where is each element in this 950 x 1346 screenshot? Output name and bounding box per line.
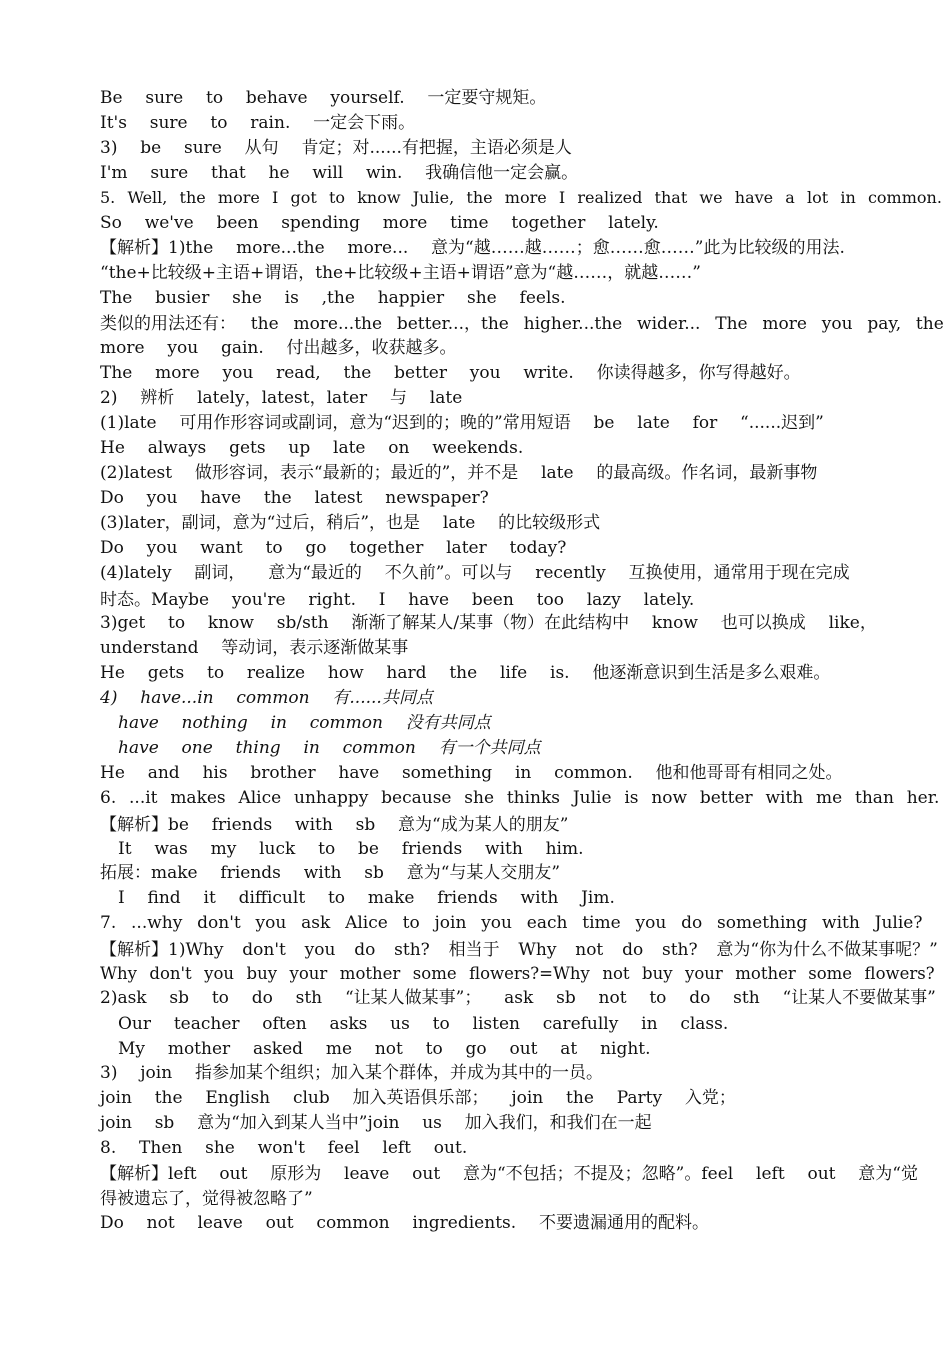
text-line: 3) be sure 从句 肯定；对......有把握，主语必须是人 <box>100 138 572 158</box>
text-line: The more you read, the better you write. 你读得越多，你写得越好。 <box>100 363 801 383</box>
text-line: Do you have the latest newspaper? <box>100 488 489 508</box>
text-line: 类似的用法还有： the more...the better...，the higher...the wider... The more you pay, the <box>100 314 944 334</box>
text-line: 2) 辨析 lately，latest，later 与 late <box>100 388 463 408</box>
text-line: 3)get to know sb/sth 渐渐了解某人/某事（物）在此结构中 know 也可以换成 like， <box>100 613 877 633</box>
text-line: I'm sure that he will win. 我确信他一定会赢。 <box>100 163 579 183</box>
text-line: 【解析】1)Why don't you do sth? 相当于 Why not do sth? 意为“你为什么不做某事呢？” <box>100 940 938 960</box>
text-line: Why don't you buy your mother some flowers?=Why not buy your mother some flowers? <box>100 964 935 983</box>
text-line: join sb 意为“加入到某人当中”join us 加入我们，和我们在一起 <box>100 1113 652 1133</box>
text-line: The busier she is ,the happier she feels. <box>100 288 566 308</box>
text-line: 得被遗忘了，觉得被忽略了” <box>100 1189 313 1209</box>
text-line: He and his brother have something in common. 他和他哥哥有相同之处。 <box>100 763 843 783</box>
text-line: understand 等动词，表示逐渐做某事 <box>100 638 409 658</box>
text-line: It's sure to rain. 一定会下雨。 <box>100 113 416 133</box>
text-line: So we've been spending more time together lately. <box>100 213 659 233</box>
text-line: 7. ...why don't you ask Alice to join you each time you do something with Julie? <box>100 913 923 933</box>
text-line: have one thing in common 有一个共同点 <box>118 738 541 758</box>
text-line: 拓展：make friends with sb 意为“与某人交朋友” <box>100 863 561 883</box>
text-line: 时态。Maybe you're right. I have been too lazy lately. <box>100 590 695 610</box>
text-line: 【解析】1)the more...the more... 意为“越……越……；愈……愈……”此为比较级的用法. <box>100 238 845 258</box>
text-line: Our teacher often asks us to listen carefully in class. <box>118 1014 729 1034</box>
text-line: 2)ask sb to do sth “让某人做某事”； ask sb not to do sth “让某人不要做某事” <box>100 988 936 1008</box>
text-line: 【解析】be friends with sb 意为“成为某人的朋友” <box>100 815 569 835</box>
text-line: 6. ...it makes Alice unhappy because she thinks Julie is now better with me than her. <box>100 788 940 808</box>
text-line: He always gets up late on weekends. <box>100 438 524 458</box>
text-line: Do you want to go together later today? <box>100 538 567 558</box>
text-line: join the English club 加入英语俱乐部； join the Party 入党； <box>100 1088 736 1108</box>
text-line: (4)lately 副词， 意为“最近的 不久前”。可以与 recently 互换使用，通常用于现在完成 <box>100 563 850 583</box>
text-line: 3) join 指参加某个组织；加入某个群体，并成为其中的一员。 <box>100 1063 603 1083</box>
text-line: more you gain. 付出越多，收获越多。 <box>100 338 457 358</box>
text-line: He gets to realize how hard the life is. 他逐渐意识到生活是多么艰难。 <box>100 663 831 683</box>
text-line: (2)latest 做形容词，表示“最新的；最近的”，并不是 late 的最高级。作名词，最新事物 <box>100 463 818 483</box>
text-line: 【解析】left out 原形为 leave out 意为“不包括；不提及；忽略”。feel left out 意为“觉 <box>100 1164 918 1184</box>
text-line: 8. Then she won't feel left out. <box>100 1138 468 1158</box>
text-line: It was my luck to be friends with him. <box>118 839 584 859</box>
text-line: 5. Well, the more I got to know Julie, the more I realized that we have a lot in common. <box>100 188 942 207</box>
text-line: (3)later，副词，意为“过后，稍后”，也是 late 的比较级形式 <box>100 513 601 533</box>
text-line: (1)late 可用作形容词或副词，意为“迟到的；晚的”常用短语 be late for “......迟到” <box>100 413 824 433</box>
text-line: 4) have...in common 有......共同点 <box>100 688 433 708</box>
text-line: have nothing in common 没有共同点 <box>118 713 491 733</box>
text-line: “the+比较级+主语+谓语，the+比较级+主语+谓语”意为“越……，就越……” <box>100 263 701 283</box>
text-line: My mother asked me not to go out at night. <box>118 1039 651 1059</box>
text-line: Do not leave out common ingredients. 不要遗漏通用的配料。 <box>100 1213 709 1233</box>
text-line: I find it difficult to make friends with Jim. <box>118 888 615 908</box>
text-line: Be sure to behave yourself. 一定要守规矩。 <box>100 88 547 108</box>
